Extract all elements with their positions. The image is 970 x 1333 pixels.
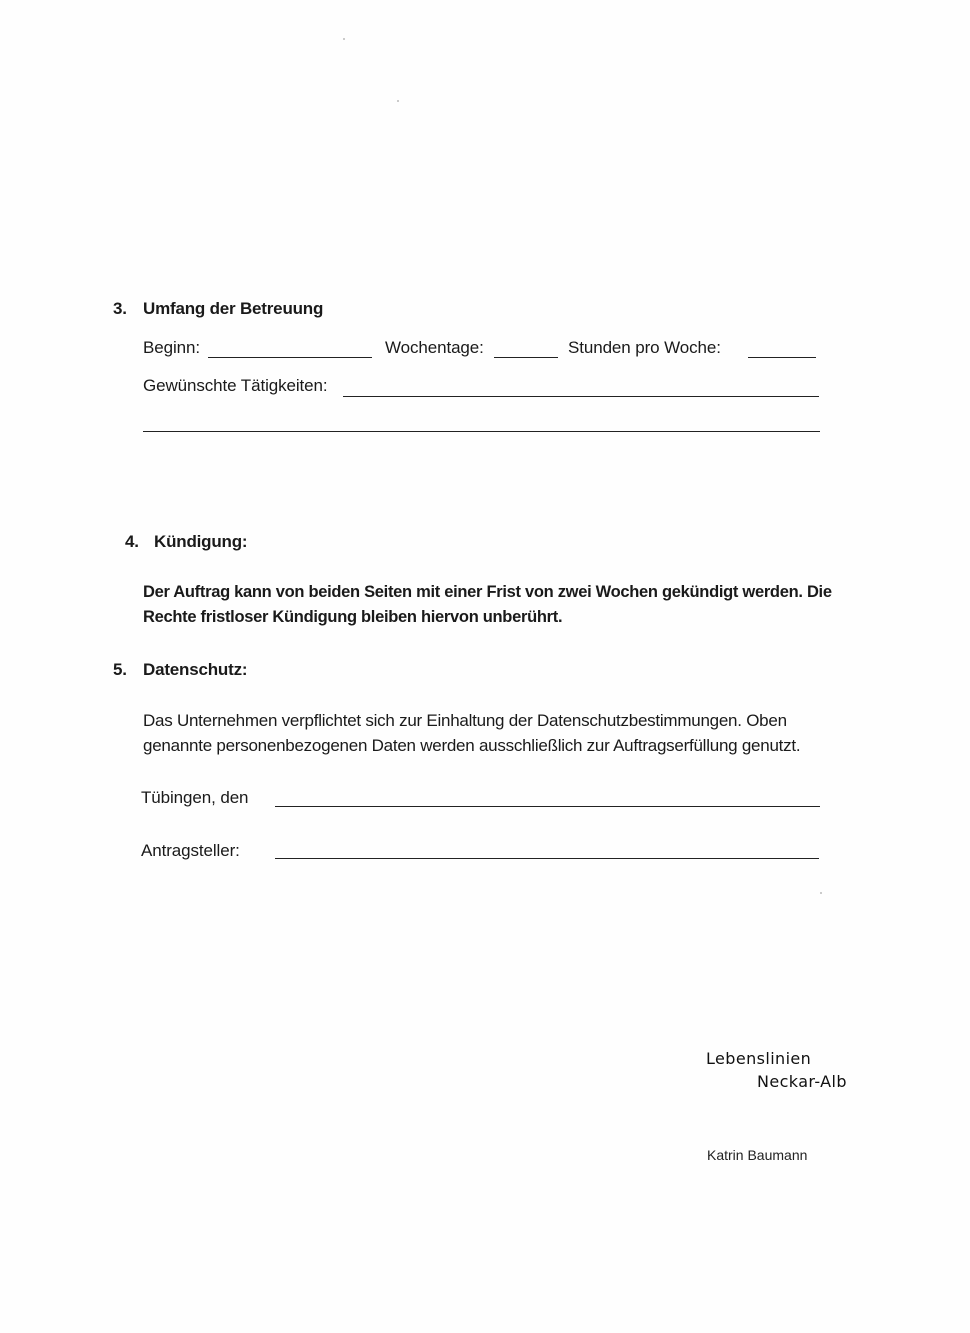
- section4-title: Kündigung:: [154, 532, 248, 551]
- place-date-label: Tübingen, den: [141, 788, 249, 807]
- section5-text-line2: genannte personenbezogenen Daten werden ausschließlich zur Auftragserfüllung genutzt.: [143, 736, 801, 755]
- beginn-label: Beginn:: [143, 338, 200, 357]
- section5-number: 5.: [113, 660, 127, 679]
- section4-text-line2: Rechte fristloser Kündigung bleiben hiervon unberührt.: [143, 608, 563, 626]
- applicant-signature-field[interactable]: [275, 858, 819, 859]
- place-date-field[interactable]: [275, 806, 820, 807]
- applicant-label: Antragsteller:: [141, 841, 240, 860]
- wochentage-label: Wochentage:: [385, 338, 484, 357]
- section3-title: Umfang der Betreuung: [143, 299, 324, 318]
- beginn-field[interactable]: [208, 357, 372, 358]
- stamp-org-line1: Lebenslinien: [706, 1049, 812, 1068]
- section5-title: Datenschutz:: [143, 660, 248, 679]
- stamp-name: Katrin Baumann: [707, 1147, 808, 1163]
- taetigkeiten-field-line2[interactable]: [143, 431, 820, 432]
- section4-number: 4.: [125, 532, 139, 551]
- taetigkeiten-field[interactable]: [343, 396, 819, 397]
- wochentage-field[interactable]: [494, 357, 558, 358]
- scan-speck: [343, 38, 345, 40]
- stamp-org-line2: Neckar-Alb: [757, 1072, 847, 1091]
- scan-speck: [397, 100, 399, 102]
- stunden-label: Stunden pro Woche:: [568, 338, 721, 357]
- scan-speck: [820, 892, 822, 894]
- stunden-field[interactable]: [748, 357, 816, 358]
- section5-text-line1: Das Unternehmen verpflichtet sich zur Einhaltung der Datenschutzbestimmungen. Oben: [143, 711, 787, 730]
- section4-text-line1: Der Auftrag kann von beiden Seiten mit einer Frist von zwei Wochen gekündigt werden. Die: [143, 583, 832, 601]
- taetigkeiten-label: Gewünschte Tätigkeiten:: [143, 376, 328, 395]
- section3-number: 3.: [113, 299, 127, 318]
